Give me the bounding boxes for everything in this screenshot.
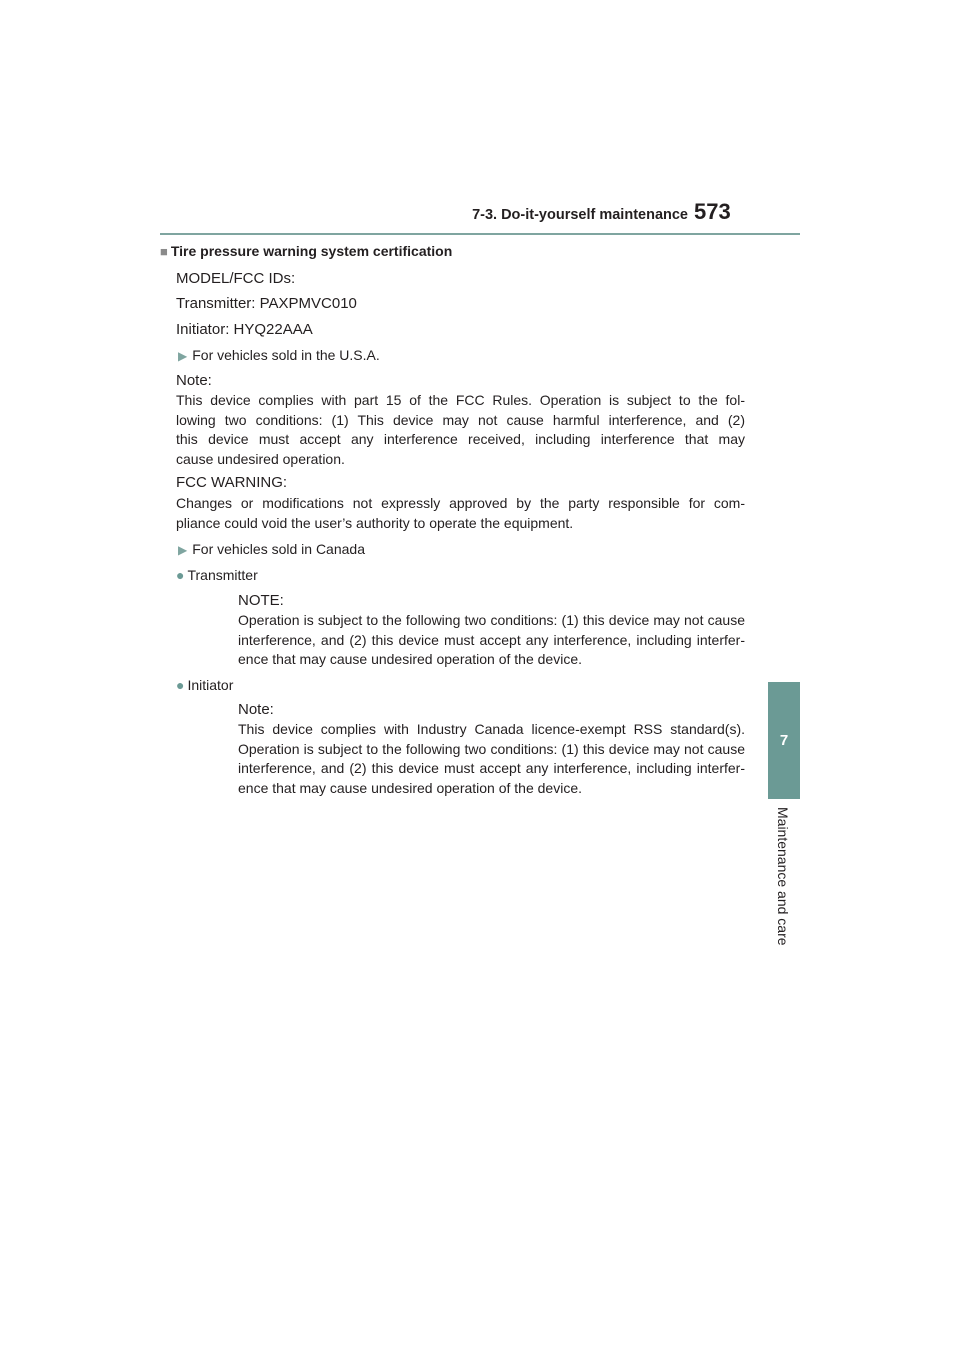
transmitter-note-label: NOTE: <box>238 592 284 609</box>
fcc-warning-label: FCC WARNING: <box>176 474 288 491</box>
section-heading <box>160 243 452 259</box>
initiator-note-body <box>238 720 745 798</box>
canada-subheading-text: For vehicles sold in Canada <box>192 541 365 557</box>
initiator-item-label: Initiator <box>187 677 234 693</box>
section-heading-text: Tire pressure warning system certification <box>170 243 453 259</box>
triangle-bullet-icon: ▶ <box>178 543 188 557</box>
canada-subheading <box>178 541 365 557</box>
chapter-number: 7 <box>779 732 789 749</box>
square-bullet-icon: ■ <box>160 244 168 259</box>
usa-subheading-text: For vehicles sold in the U.S.A. <box>192 347 380 363</box>
transmitter-item <box>176 567 258 583</box>
initiator-note-line: This device complies with Industry Canada licence-exempt RSS standard(s). <box>238 721 745 737</box>
circle-bullet-icon: ● <box>176 677 185 693</box>
usa-note-body <box>176 391 745 469</box>
circle-bullet-icon: ● <box>176 567 185 583</box>
fcc-warning-line: Changes or modifications not expressly approved by the party responsible for com- <box>176 495 745 511</box>
running-header-title: 7-3. Do-it-yourself maintenance <box>472 207 688 223</box>
initiator-note-line: Operation is subject to the following two conditions: (1) this device may not cause <box>238 740 745 757</box>
chapter-label: Maintenance and care <box>775 807 791 946</box>
usa-note-label: Note: <box>176 372 212 389</box>
usa-subheading <box>178 347 380 363</box>
fcc-warning-body <box>176 494 745 533</box>
initiator-id-line: Initiator: HYQ22AAA <box>176 321 313 338</box>
transmitter-note-line: Operation is subject to the following two conditions: (1) this device may not cause <box>238 612 745 628</box>
usa-note-line: this device must accept any interference received, including interference that may <box>176 431 745 448</box>
transmitter-note-line: ence that may cause undesired operation of the device. <box>238 651 582 668</box>
chapter-tab <box>768 682 800 799</box>
transmitter-item-label: Transmitter <box>187 567 258 583</box>
initiator-note-label: Note: <box>238 701 274 718</box>
usa-note-line: cause undesired operation. <box>176 450 345 467</box>
initiator-item <box>176 677 233 693</box>
usa-note-line: This device complies with part 15 of the FCC Rules. Operation is subject to the fol- <box>176 392 745 408</box>
initiator-note-line: interference, and (2) this device must accept any interference, including interfer- <box>238 760 745 777</box>
header-divider <box>160 233 800 235</box>
page-number: 573 <box>694 199 731 224</box>
triangle-bullet-icon: ▶ <box>178 349 188 363</box>
transmitter-note-body <box>238 611 745 670</box>
initiator-note-line: ence that may cause undesired operation of the device. <box>238 779 582 796</box>
usa-note-line: lowing two conditions: (1) This device may not cause harmful interference, and (2) <box>176 411 745 428</box>
model-ids-line: MODEL/FCC IDs: <box>176 270 296 287</box>
transmitter-id-line: Transmitter: PAXPMVC010 <box>176 295 357 312</box>
fcc-warning-line: pliance could void the user’s authority to operate the equipment. <box>176 514 574 531</box>
transmitter-note-line: interference, and (2) this device must accept any interference, including interfer- <box>238 631 745 648</box>
